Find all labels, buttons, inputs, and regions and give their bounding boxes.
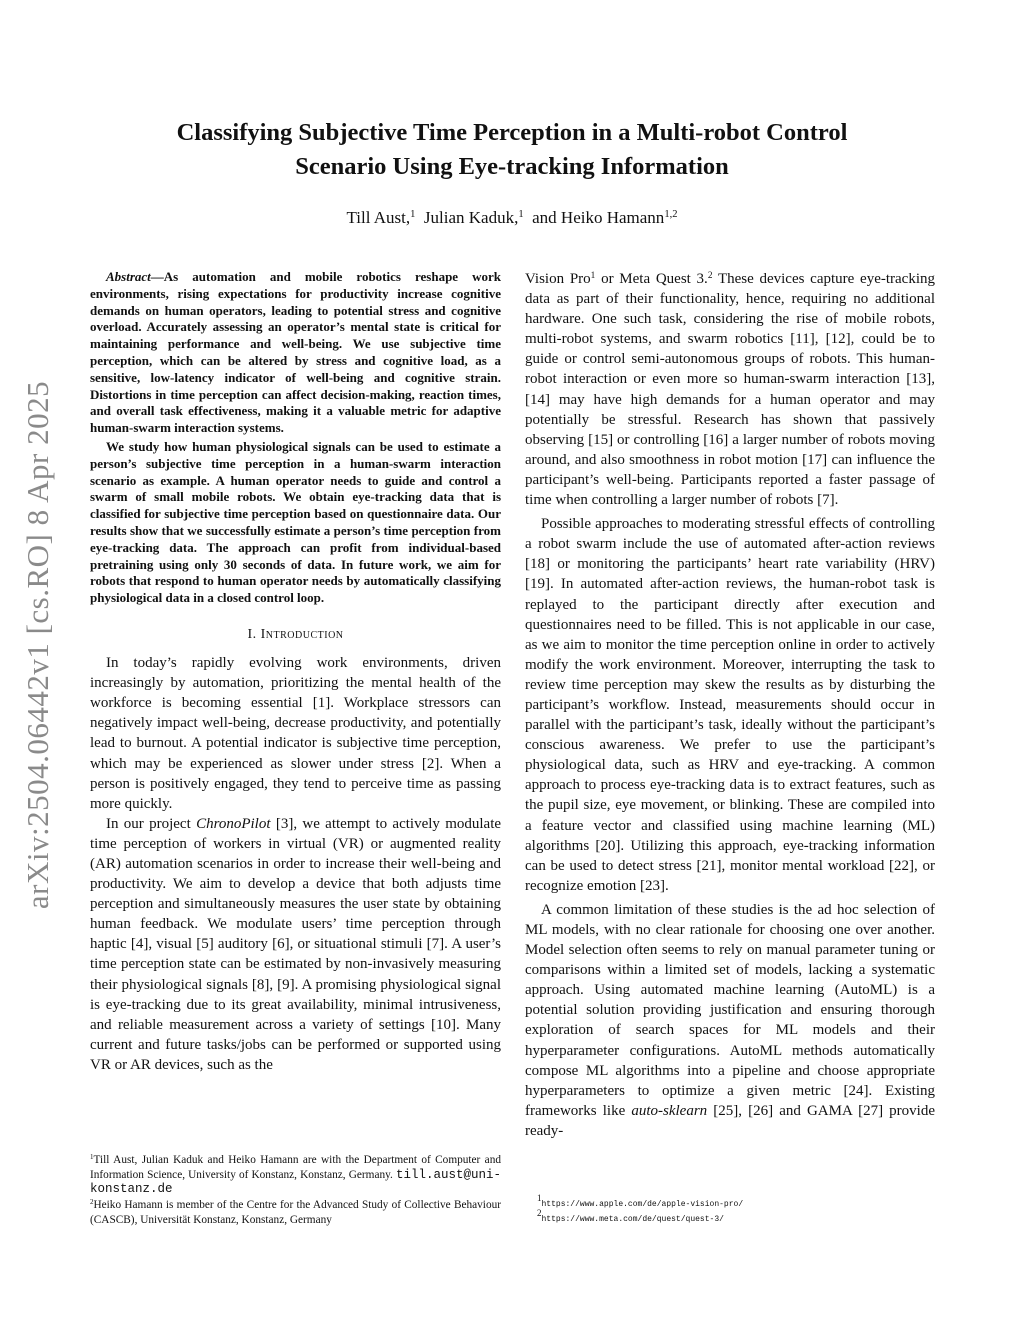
footnote-2-text: Heiko Hamann is member of the Centre for the Advanced Study of Collective Behaviour (CASCB), Universität Konstanz, Konstanz, Germany	[90, 1199, 501, 1226]
footnote-url-1-marker: 1	[537, 1193, 542, 1204]
intro-paragraph-1: In today’s rapidly evolving work environments, driven increasingly by automation, prioritizing the mental health of the workforce is becoming essential [1]. Workplace stressors can negatively impact well-being, decrease productivity, and potentially lead to burnout. A potential indicator is subjective time perception, which may be experienced as slower under stress [2]. When a person is positively engaged, they tend to perceive time as passing more quickly.	[90, 655, 501, 812]
footnote-ref-1: 1	[590, 270, 596, 281]
abstract-text-1: As automation and mobile robotics reshape work environments, rising expectations for productivity increase cognitive demands on human operators, leading to potential stress and cognitive overload. Accurately assessing an operator’s mental state is critical for maintaining performance and well-being. We use subjective time perception, which can be altered by stress and cognitive load, as a sensitive, low-latency indicator of well-being and cognitive strain. Distortions in time perception can affect decision-making, reaction times, and overall task effectiveness, making it a valuable metric for adaptive human-swarm interaction systems.	[90, 269, 501, 436]
footnote-url-1	[537, 1193, 937, 1213]
paper-title	[90, 116, 934, 184]
right-paragraph-2: Possible approaches to moderating stressful effects of controlling a robot swarm include the use of automated after-action reviews [18] or monitoring the participants’ heart rate variability (HRV) [19]. In automated after-action reviews, the human-robot task is replayed to the participant directly after execution and questionnaires need to be filled. This is not applicable in our case, as we aim to monitor the time perception online in order to actively modify the work environment. Moreover, interrupting the task to review time perception may skew the results as by disturbing the participant’s workflow. Instead, measurements should occur in parallel with the participant’s task, ideally without the participant’s conscious awareness. We prefer to use the participant’s physiological data, such as HRV and eye-tracking. A common approach to process eye-tracking data is to extract features, such as the pupil size, eye movement, or blinking. These are compiled into a feature vector and classified using machine learning (ML) algorithms [20]. Utilizing this approach, eye-tracking information can be used to detect stress [21], monitor mental workload [22], or recognize emotion [23].	[525, 516, 935, 894]
title-line-1: Classifying Subjective Time Perception in a Multi-robot Control	[176, 119, 848, 146]
abstract-paragraph-2: We study how human physiological signals can be used to estimate a person’s subjective time perception in a human-swarm interaction scenario as example. A human operator needs to guide and control a swarm of small mobile robots. We obtain eye-tracking data that is classified for subjective time perception based on questionnaire data. Our results show that we successfully estimate a person’s time perception from eye-tracking data. The approach can profit from individual-based pretraining using only 30 seconds of data. In future work, we aim for robots that respond to human operator needs by automatically classifying physiological data in a closed control loop.	[90, 438, 501, 606]
footnote-url-2	[537, 1208, 937, 1228]
arxiv-watermark	[10, 360, 66, 930]
apple-vision-pro-link[interactable]: https://www.apple.com/de/apple-vision-pro/	[541, 1200, 744, 1209]
left-column	[90, 269, 501, 1075]
section-heading-introduction	[90, 625, 501, 645]
section-numeral: I.	[247, 626, 257, 642]
right-p3-a: A common limitation of these studies is the ad hoc selection of ML models, with no clear rationale for choosing one over another. Model selection often seems to rely on manual parameter tuning or comparisons within a limited set of models, lacking a systematic approach. Using automated machine learning (AutoML) is a potential solution providing justification and ensuring thorough exploration of search spaces for ML models and their hyperparameter configurations. AutoML methods automatically compose ML algorithms into a pipeline and choose appropriate hyperparameters to optimize a given metric [24]. Existing frameworks like	[525, 901, 935, 1119]
project-name: ChronoPilot	[196, 815, 271, 832]
framework-name: auto-sklearn	[631, 1102, 708, 1119]
author-list	[90, 208, 934, 228]
author-3-affiliation: 1,2	[664, 209, 678, 221]
author-2: Julian Kaduk,	[423, 208, 519, 227]
abstract	[90, 269, 501, 607]
footnote-1-marker: 1	[90, 1153, 94, 1162]
author-2-affiliation: 1	[518, 209, 524, 221]
arxiv-id: arXiv:2504.06442v1 [cs.RO] 8 Apr 2025	[20, 380, 56, 910]
meta-quest-link[interactable]: https://www.meta.com/de/quest/quest-3/	[541, 1215, 724, 1224]
right-p3-b: [25], [26] and GAMA [27] provide ready-	[525, 1102, 935, 1139]
footnote-2-marker: 2	[90, 1198, 94, 1207]
intro-p2-start: In our project	[106, 815, 191, 832]
abstract-paragraph-1	[90, 269, 501, 437]
right-p1-c: These devices capture eye-tracking data as part of their functionality, hence, requiring no additional hardware. One such task, considering the rise of mobile robots, multi-robot systems, and swarm robotics [11], [12], could be to guide or control semi-autonomous groups of robots. This human-robot interaction or even more so human-swarm interaction [13], [14] may have high demands for a human operator and may potentially be stressful. Research has shown that passively observing [15] or controlling [16] a larger number of robots moving around, and also smoothness in robot motion [17] can influence the participant’s well-being. Participants reported a faster passage of time when controlling a larger number of robots [7].	[525, 271, 936, 509]
right-paragraph-3	[525, 900, 935, 1141]
footnote-url-2-marker: 2	[537, 1208, 542, 1219]
author-3: and Heiko Hamann	[532, 208, 665, 227]
footnote-ref-2: 2	[707, 270, 713, 281]
right-column	[525, 269, 935, 1141]
section-title: Introduction	[260, 626, 344, 642]
footnote-1-text: Till Aust, Julian Kaduk and Heiko Hamann are with the Department of Computer and Information Science, University of Konstanz, Konstanz, Germany.	[90, 1154, 501, 1181]
footnote-affiliation-1	[90, 1153, 501, 1197]
abstract-dash: —	[150, 269, 164, 284]
right-paragraph-1	[525, 269, 935, 510]
author-email-link[interactable]: till.aust@uni-konstanz.de	[90, 1167, 501, 1197]
right-p1-a: Vision Pro	[525, 271, 591, 287]
right-p1-b: or Meta Quest 3.	[601, 271, 708, 287]
intro-p2-rest: [3], we attempt to actively modulate time perception of workers in virtual (VR) or augmented reality (AR) automation scenarios in order to increase their well-being and productivity. We aim to develop a device that both adjusts time perception and simultaneously measures the user state by obtaining human feedback. We modulate users’ time perception through haptic [4], visual [5] auditory [6], or situational stimuli [7]. A user’s time perception state can be estimated by non-invasively measuring their physiological signals [8], [9]. A promising physiological signal is eye-tracking due to its great availability, minimal intrusiveness, and reliable measurement across a variety of settings [10]. Many current and future tasks/jobs can be performed or supported using VR or AR devices, such as the	[90, 815, 502, 1073]
abstract-label: Abstract	[106, 269, 151, 284]
footnote-affiliation-2	[90, 1198, 501, 1227]
author-1-affiliation: 1	[410, 209, 416, 221]
author-1: Till Aust,	[346, 208, 411, 227]
intro-paragraph-2	[90, 814, 501, 1075]
title-line-2: Scenario Using Eye-tracking Information	[295, 153, 729, 180]
